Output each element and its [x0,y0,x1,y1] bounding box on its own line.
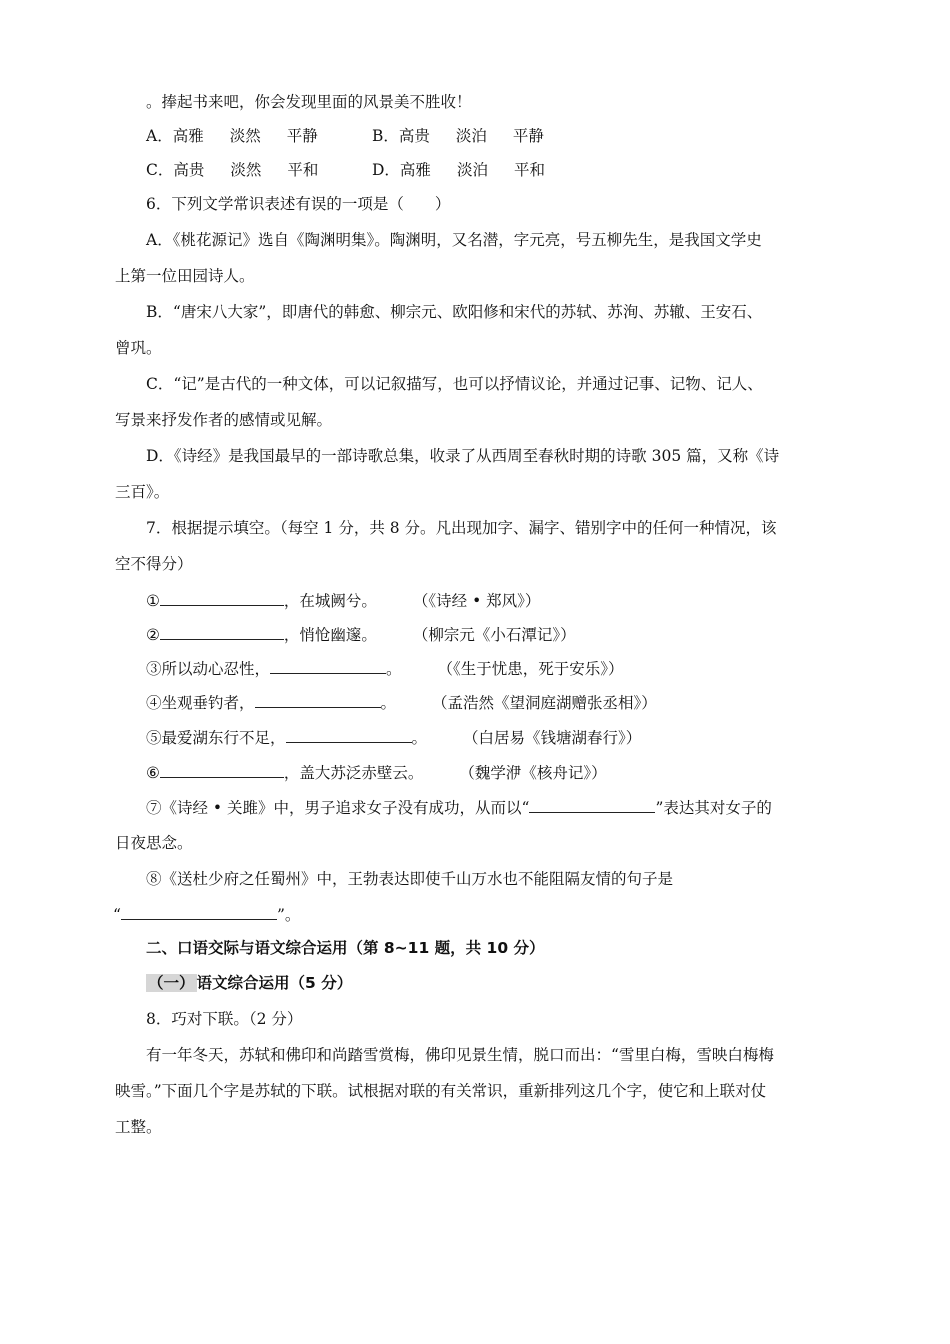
text-line: 。捧起书来吧，你会发现里面的风景美不胜收！ [146,93,472,111]
subsection-tag: （一） [148,974,195,992]
q6-option-a: A．《桃花源记》选自《陶渊明集》。陶渊明，又名潜，字元亮，号五柳先生，是我国文学史 [146,231,762,249]
fill-item-1: ① ，在城阙兮。 （《诗经 • 郑风》） [146,592,541,610]
q5-options-row-1 [146,126,544,146]
q6-option-d: D．《诗经》是我国最早的一部诗歌总集，收录了从西周至春秋时期的诗歌 305 篇，又称《诗 [146,447,780,465]
q6-option-c-cont: 写景来抒发作者的感情或见解。 [115,411,333,429]
q6-option-c: C．“记”是古代的一种文体，可以记叙描写，也可以抒情议论，并通过记事、记物、记人、 [146,375,763,393]
answer-blank[interactable] [160,624,284,640]
answer-blank[interactable] [121,904,277,920]
fill-item-7: ⑦《诗经 • 关雎》中，男子追求女子没有成功，从而以“ ”表达其对女子的 [146,799,772,817]
fill-item-4: ④坐观垂钓者， 。 （孟浩然《望洞庭湖赠张丞相》） [146,694,657,712]
answer-blank[interactable] [255,692,381,708]
q6-option-d-cont: 三百》。 [115,483,170,501]
answer-blank[interactable] [529,797,655,813]
paragraph-line: 有一年冬天，苏轼和佛印和尚踏雪赏梅，佛印见景生情，脱口而出：“雪里白梅，雪映白梅梅 [146,1046,774,1064]
fill-item-3: ③所以动心忍性， 。 （《生于忧患，死于安乐》） [146,660,624,678]
fill-item-7-cont: 日夜思念。 [115,834,193,852]
fill-item-2: ② ，悄怆幽邃。 （柳宗元《小石潭记》） [146,626,576,644]
q5-option-c: C．高贵 淡然 平和 [146,161,319,179]
answer-blank[interactable] [270,658,386,674]
question-6: 6．下列文学常识表述有误的一项是（ ） [146,195,451,213]
answer-blank[interactable] [160,590,284,606]
q5-option-a: A．高雅 淡然 平静 [146,127,318,145]
q5-option-d: D．高雅 淡泊 平和 [372,161,545,179]
q6-option-b: B．“唐宋八大家”，即唐代的韩愈、柳宗元、欧阳修和宋代的苏轼、苏洵、苏辙、王安石、 [146,303,763,321]
fill-item-8-cont: “ ”。 [113,906,301,924]
fill-item-6: ⑥ ，盖大苏泛赤壁云。 （魏学洢《核舟记》） [146,764,607,782]
question-7: 7．根据提示填空。（每空 1 分，共 8 分。凡出现加字、漏字、错别字中的任何一种情况，该 [146,519,777,537]
question-7-cont: 空不得分） [115,555,193,573]
q5-options-row-2 [146,160,545,180]
q5-option-b: B．高贵 淡泊 平静 [372,127,544,145]
answer-blank[interactable] [160,762,284,778]
fill-item-5: ⑤最爱湖东行不足， 。 （白居易《钱塘湖春行》） [146,729,642,747]
paragraph-line: 映雪。”下面几个字是苏轼的下联。试根据对联的有关常识，重新排列这几个字，使它和上联对仗 [115,1082,767,1100]
question-8: 8．巧对下联。（2 分） [146,1010,303,1028]
paragraph-line: 工整。 [115,1118,162,1136]
q6-option-a-cont: 上第一位田园诗人。 [115,267,255,285]
fill-item-8: ⑧《送杜少府之任蜀州》中，王勃表达即使千山万水也不能阻隔友情的句子是 [146,870,674,888]
answer-blank[interactable] [286,727,412,743]
section-2-heading: 二、口语交际与语文综合运用（第 8~11 题，共 10 分） [146,939,545,957]
q6-option-b-cont: 曾巩。 [115,339,162,357]
subsection-heading: （一） 语文综合运用（5 分） [148,974,353,992]
